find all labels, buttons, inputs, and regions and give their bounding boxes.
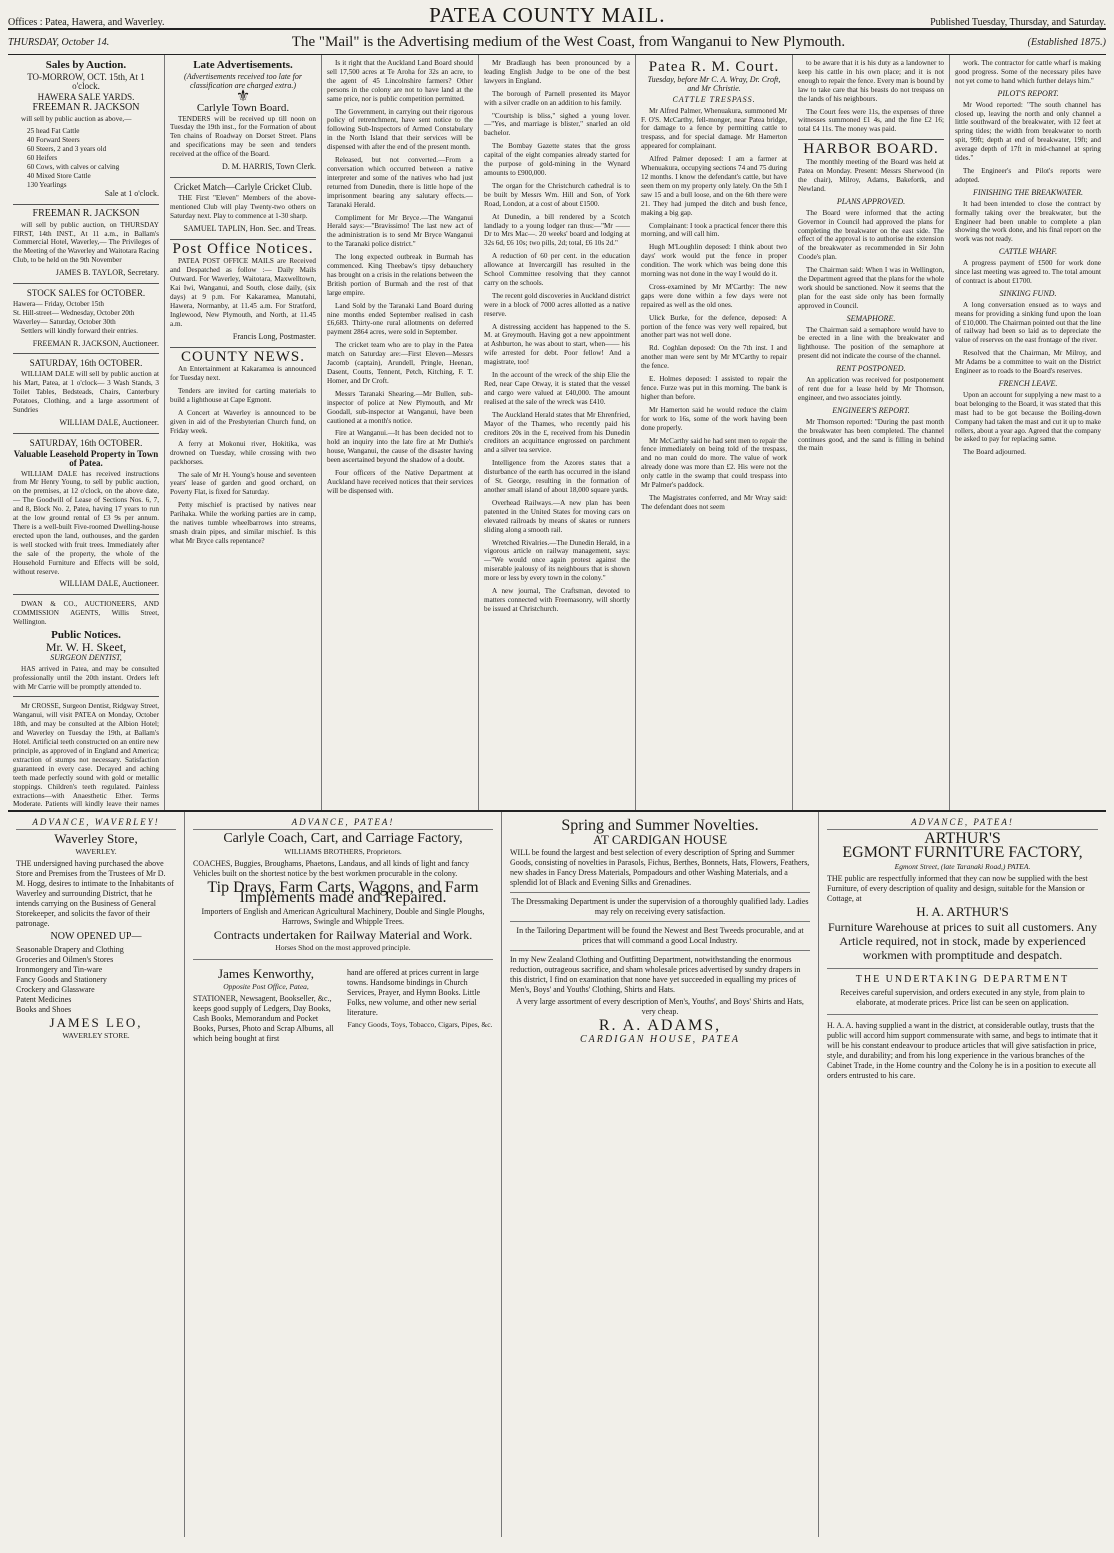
cricket-body: THE First "Eleven" Members of the above-mentioned Club will play Twenty-two others on Saturday next. Play to commence at 1-30 sharp.: [170, 193, 316, 220]
cricket-title: Cricket Match—Carlyle Cricket Club.: [174, 181, 312, 192]
ad-coach-factory: [185, 812, 502, 1537]
ad-body: STATIONER, Newsagent, Bookseller, &c., keeps good supply of Ledgers, Day Books, Cash Books, Memorandum and Pocket Books, Purses, Photo and Scrap Albums, all which being bought at first: [193, 994, 334, 1043]
news-paragraph: The Court fees were 11s, the expenses of three witnesses summoned £1 4s, and the fine £2 16; total £4 11s. The money was paid.: [798, 107, 944, 134]
divider: [13, 353, 159, 354]
ad-header: ADVANCE, WAVERLEY!: [16, 817, 176, 830]
column-3: [322, 55, 479, 810]
divider: [13, 283, 159, 284]
news-paragraph: Hugh M'Loughlin deposed: I think about two days' work would put the fence in proper condition. The work which was being done this morning was not done in the way I would do it.: [641, 243, 787, 279]
news-paragraph: The Bombay Gazette states that the gross capital of the eight companies already started for the purpose of gold-mining in the Wynard amounts to £900,000.: [484, 142, 630, 177]
ad-body: THE public are respectfully informed that they can now be supplied with the best Furniture, of every description of quality and design, suitable for the Mansion or Cottage, at: [827, 874, 1088, 903]
news-paragraph: Compliment for Mr Bryce.—The Wanganui Herald says:—"Bravissimo! The last new act of the administration is to send Mr Bryce Wanganui to the Taranaki police district.": [327, 213, 473, 249]
news-paragraph: It had been intended to close the contract by formally taking over the breakwater, but the Engineer had been unable to complete a plan showing the work done, and his final report on the work was not ready.: [955, 199, 1101, 244]
section-head: SINKING FUND.: [999, 288, 1057, 298]
ad-body: The Dressmaking Department is under the supervision of a thoroughly qualified lady. Ladies may rely on receiving every satisfaction.: [511, 897, 809, 916]
ad-title: Spring and Summer Novelties.: [561, 817, 759, 834]
column-2: [165, 55, 322, 810]
list-item: Books and Shoes: [16, 1005, 72, 1014]
ad-note: Horses Shod on the most approved principle.: [275, 943, 411, 952]
list-item: Waverley— Saturday, October 30th: [13, 317, 116, 326]
divider: [13, 696, 159, 697]
list-item: Fancy Goods and Stationery: [16, 975, 107, 984]
case-title: CATTLE TRESPASS.: [672, 94, 756, 104]
ad-body: Importers of English and American Agricultural Machinery, Double and Single Ploughs, Harrows, Swingle and Whipple Trees.: [201, 907, 485, 926]
court-subtitle: Tuesday, before Mr C. A. Wray, Dr. Croft, and Mr Christie.: [647, 74, 781, 93]
ad-place: WAVERLEY.: [75, 847, 117, 856]
news-paragraph: Mr Thomson reported: "During the past month the breakwater has been completed. The channel continues good, and the sand is filling in behind the main: [798, 417, 944, 453]
list-item: Groceries and Oilmen's Stores: [16, 955, 114, 964]
news-paragraph: Mr Hamerton said he would reduce the claim for work to 16s, some of the work having been done properly.: [641, 405, 787, 432]
ad-address: Egmont Street, (late Taranaki Road,) PATEA.: [894, 862, 1031, 871]
news-paragraph: The organ for the Christchurch cathedral is to be built by Messrs Wm. Hill and Son, of York Road, London, at a cost of about £1500.: [484, 181, 630, 208]
news-paragraph: A reduction of 60 per cent. in the education allowance at Invercargill has resulted in the School Committee resolving that they cannot carry on the schools.: [484, 252, 630, 287]
ad-headline: Tip Drays, Farm Carts, Wagons, and Farm Implements made and Repaired.: [207, 879, 479, 906]
list-item: 60 Steers, 2 and 3 years old: [27, 145, 107, 154]
divider: [13, 204, 159, 205]
news-paragraph: A long conversation ensued as to ways and means for providing a sinking fund upon the loan of £10,000. The Chairman pointed out that the line of railway had been so laid as to depreciate the value of reserves on the east frontage of the river.: [955, 300, 1101, 345]
auctioneer-name: FREEMAN R. JACKSON: [32, 207, 140, 219]
news-paragraph: Four officers of the Native Department at Auckland have received notices that their services will be dispensed with.: [327, 469, 473, 495]
skeet-title: SURGEON DENTIST,: [50, 652, 122, 662]
kenworthy-ad: [193, 966, 493, 1046]
news-paragraph: The Board were informed that the acting Governor in Council had approved the plans for completing the breakwater on the east side. The effect of the approval is to authorise the extension of the breakwater as recommended in Sir John Coode's plan.: [798, 208, 944, 262]
news-paragraph: The Board adjourned.: [963, 448, 1026, 457]
news-paragraph: Is it right that the Auckland Land Board should sell 17,500 acres at Te Aroha for 32s an acre, to the agent of 45 Lincolnshire farmers? Other persons in the colony are not to have land at the same price, nor is public competition permitted.: [327, 59, 473, 103]
ad-title: Waverley Store,: [54, 831, 138, 846]
news-paragraph: Ulick Burke, for the defence, deposed: A portion of the fence was very well repaired, but another part was not well done.: [641, 313, 787, 340]
sale-time: Sale at 1 o'clock.: [104, 188, 159, 198]
ad-header: ADVANCE, PATEA!: [193, 817, 493, 830]
news-paragraph: Complainant: I took a practical fencer there this morning, and will call him.: [641, 221, 787, 239]
section-head: RENT POSTPONED.: [836, 364, 906, 374]
list-item: Ironmongery and Tin-ware: [16, 965, 103, 974]
board-sig: D. M. HARRIS, Town Clerk.: [222, 162, 316, 172]
news-paragraph: An Entertainment at Kakaramea is announced for Tuesday next.: [170, 365, 316, 383]
established-badge: (Established 1875.): [1027, 36, 1106, 48]
ad-note: Fancy Goods, Toys, Tobacco, Cigars, Pipes, &c.: [347, 1020, 493, 1029]
auctioneer-sig: FREEMAN R. JACKSON, Auctioneer.: [32, 338, 159, 348]
news-paragraph: Alfred Palmer deposed: I am a farmer at Whenuakura, occupying sections 74 and 75 during 12 months. I know the defendant's cattle, but have seen them on my property only lately. On the 5th I saw 15 and a bull loose, and on the 6th there were 21. They had jumped the ditch and bush fence, making a big gap.: [641, 155, 787, 217]
ad-cardigan-house: [502, 812, 819, 1537]
news-paragraph: Tenders are invited for carting materials to build a lighthouse at Cape Egmont.: [170, 387, 316, 405]
news-paragraph: Land Sold by the Taranaki Land Board during nine months ended September realised in cash £6,683. Thirty-one rural allotments on deferred payment 2864 acres, were sold in September.: [327, 301, 473, 337]
news-paragraph: The recent gold discoveries in Auckland district were in a block of 7000 acres allotted as a native reserve.: [484, 291, 630, 318]
sale-yards: HAWERA SALE YARDS.: [37, 91, 135, 102]
ad-signature: JAMES LEO,: [49, 1015, 143, 1030]
news-paragraph: "Courtship is bliss," sighed a young lover.—"Yes, and marriage is blister," snarled an old bachelor.: [484, 111, 630, 138]
ad-signature: R. A. ADAMS,: [598, 1017, 722, 1034]
auctioneer-sig: WILLIAM DALE, Auctioneer.: [59, 417, 159, 427]
news-paragraph: The sale of Mr H. Young's house and seventeen years' lease of garden and good orchard, on Poverty Flat, is fixed for Saturday.: [170, 470, 316, 497]
ad-subhead: Contracts undertaken for Railway Material and Work.: [213, 928, 473, 942]
county-news-title: COUNTY NEWS.: [181, 348, 305, 365]
stock-list: [13, 127, 159, 189]
strapline: [8, 30, 1106, 55]
divider: [170, 177, 316, 178]
ad-body: WILL be found the largest and best selection of every description of Spring and Summer Goods, consisting of novelties in Parasols, Fichus, Berthes, Bonnets, Hats, Flowers, Feathers, new shades in Fancy Dress Materials, Pompadours and other Washing Materials, and a splendid lot of Black and Evening Silks and Grenadines.: [510, 848, 810, 887]
news-paragraph: Messrs Taranaki Shearing.—Mr Bullen, sub-inspector of police at New Plymouth, and Mr Goodall, sub-inspector at Wanganui, have been cautioned at a month's notice.: [327, 389, 473, 425]
section-head: CATTLE WHARF.: [998, 247, 1058, 257]
ad-subhead: NOW OPENED UP—: [50, 931, 142, 942]
news-paragraph: The cricket team who are to play in the Patea match on Saturday are:—First Eleven—Messrs Jacomb (captain), Arundell, Pringle, Heenan, Dasent, Coutts, Tennent, Petch, Kitching, F. T. Homer, and Dr Croft.: [327, 341, 473, 385]
court-title: Patea R. M. Court.: [648, 59, 780, 75]
news-paragraph: Mr Wood reported: "The south channel has closed up, leaving the north and only channel a little southward of the breakwater, with 12 feet at spring tides; the width from breakwater to north spit, 99ft; depth at end of breakwater, 19ft; and average depth of 17ft in mid-channel at spring tides.": [955, 100, 1101, 163]
newspaper-page: [8, 3, 1106, 1541]
ad-body: THE undersigned having purchased the above Store and Premises from the Trustees of Mr D. M. Hogg, desires to intimate to the Inhabitants of Waverley and surrounding District, that he intends carrying on the Business of General Storekeeper, and solicits the favor of their patronage.: [16, 859, 174, 928]
section-head: ENGINEER'S REPORT.: [832, 405, 910, 415]
ad-furniture-factory: [819, 812, 1106, 1537]
list-item: 60 Heifers: [27, 154, 58, 163]
news-columns: [8, 55, 1106, 812]
divider: [798, 139, 944, 140]
ad-body: H. A. A. having supplied a want in the district, at considerable outlay, trusts that the public will accord him support commensurate with same, and begs to intimate that it will be his constant endeavour to produce articles that will give satisfaction in price, style, and durability; and from his long experience in the various branches of the Cabinet Trade, in the Home country and the Colony he is in a position to execute all orders entrusted to his care.: [827, 1021, 1098, 1080]
section-head: FINISHING THE BREAKWATER.: [972, 187, 1084, 197]
news-paragraph: Mr Alfred Palmer, Whenuakura, summoned Mr F. O'S. McCarthy, fell-monger, near Patea bridge, for damage to a fence by permitting cattle to trespass, and for special damage. Mr Hamerton appeared for complainant.: [641, 106, 787, 151]
sales-header: Sales by Auction.: [45, 59, 127, 71]
divider: [13, 594, 159, 595]
board-body: TENDERS will be received up till noon on Tuesday the 19th inst., for the Formation of about Ten chains of Roadway on Dorset Street. Plans and specifications may be seen and tenders received at the office of the Board.: [170, 114, 316, 159]
stock-sales-title: STOCK SALES for OCTOBER.: [26, 288, 146, 299]
public-notices-header: Public Notices.: [51, 629, 121, 642]
ad-body: COACHES, Buggies, Broughams, Phaetons, Landaus, and all kinds of light and fancy Vehicles built on the shortest notice by the best workmen procurable in the colony.: [193, 859, 469, 878]
column-4: [479, 55, 636, 810]
news-paragraph: A new journal, The Craftsman, devoted to matters connected with Freemasonry, will shortly be issued at Christchurch.: [484, 587, 630, 613]
sale-date: SATURDAY, 16th OCTOBER.: [29, 437, 143, 448]
ad-body: In my New Zealand Clothing and Outfitting Department, notwithstanding the enormous reduction, outrageous sacrifice, and sham wholesale prices advertised by sundry drapers in this district, I find on examination that none have yet succeeded in equalling my prices of Men's, Boys' and Youths' Clothing, Shirts and Hats.: [510, 955, 801, 994]
ad-name: H. A. ARTHUR'S: [916, 904, 1009, 919]
list-item: Seasonable Drapery and Clothing: [16, 945, 124, 954]
ad-subhead: THE UNDERTAKING DEPARTMENT: [855, 974, 1070, 985]
list-item: 60 Cows, with calves or calving: [27, 163, 120, 172]
list-item: Crockery and Glassware: [16, 985, 95, 994]
auctioneer-sig: WILLIAM DALE, Auctioneer.: [59, 579, 159, 589]
ad-signature-sub: CARDIGAN HOUSE, PATEA: [579, 1034, 741, 1045]
ad-signature-sub: WAVERLEY STORE.: [62, 1031, 130, 1040]
news-paragraph: E. Holmes deposed: I assisted to repair the fence. Furze was put in this morning. The bank is higher than before.: [641, 375, 787, 401]
news-paragraph: The Engineer's and Pilot's reports were adopted.: [955, 166, 1101, 184]
column-6: [793, 55, 950, 810]
late-ads-header: Late Advertisements.: [193, 59, 293, 71]
sale-date: SATURDAY, 16th OCTOBER.: [29, 358, 143, 369]
news-paragraph: Intelligence from the Azores states that a disturbance of the earth has occurred in the island of St. George, resulting in the formation of another small island of about 18,000 square yards.: [484, 459, 630, 494]
column-1: [8, 55, 165, 810]
post-office-title: Post Office Notices.: [172, 240, 314, 257]
news-paragraph: In the account of the wreck of the ship Elie the Red, near Cape Otway, it is stated that the vessel and cargo were valued at £40,000. The amount realised at the sale of the wreck was £410.: [484, 371, 630, 406]
list-item: St. Hill-street— Wednesday, October 20th: [13, 308, 135, 317]
paper-title: PATEA COUNTY MAIL.: [429, 3, 666, 27]
postmaster-sig: Francis Long, Postmaster.: [232, 331, 316, 341]
dale-sale: WILLIAM DALE will sell by public auction at his Mart, Patea, at 1 o'clock— 3 Wash Stands, 3 Toilet Tables, Bedsteads, Chairs, Canterbury Potatoes, Clothing, and a large assortment of Sundries: [13, 370, 159, 414]
post-office-body: PATEA POST OFFICE MAILS are Received and Despatched as follow :— Daily Mails Outward. For Waverley, Waitotara, Maxwelltown, Kai Iwi, Wanganui, and South, close daily, (six days) at 9 p.m. For Kakaramea, Manutahi, Hawera, Normanby, at 11.45 a.m. For Stratford, Inglewood, New Plymouth, and North, at 11.45 a.m.: [170, 257, 316, 328]
ad-headline: Furniture Warehouse at prices to suit all customers. Any Article required, not in stock, made by experienced workmen with promptitude and despatch.: [827, 920, 1098, 962]
news-paragraph: The long expected outbreak in Burmah has commenced. King Theebaw's tipsy debauchery has brought on a crisis in the relations between the British portion of Burmah and the rest of that large empire.: [327, 253, 473, 297]
news-paragraph: A ferry at Mokonui river, Hokitika, was drowned on Tuesday, while crossing with two packhorses.: [170, 439, 316, 466]
list-item: 130 Yearlings: [27, 180, 67, 189]
column-5: [636, 55, 793, 810]
ad-place: Opposite Post Office, Patea,: [223, 982, 309, 991]
news-paragraph: The Chairman said: When I was in Wellington, the Department agreed that the plans for the whole work should be sanctioned. Now it seems that the plan for the east side only has been formally approved in Council.: [798, 266, 944, 310]
ad-title: James Kenworthy,: [218, 966, 314, 981]
ad-waverley-store: [8, 812, 185, 1537]
dale-lease: WILLIAM DALE has received instructions from Mr Henry Young, to sell by public auction, on the premises, at 12 o'clock, on the above date,— The Goodwill of Lease of Sections Nos. 6, 7, and 8, Block No. 2, Patea, having 17 years to run at the low ground rental of £3 9s per annum. There is a well-built Five-roomed Dwelling-house erected upon the land, outhouses, and the garden is well stocked with fruit trees. Immediately after the sale of the property, the whole of the Household Furniture and Effects will be sold, without reserve.: [13, 469, 159, 576]
news-paragraph: A progress payment of £500 for work done since last meeting was agreed to. The total amount of contract is about £1700.: [955, 259, 1101, 285]
meeting-notice: will sell by public auction, on THURSDAY FIRST, 14th INST., At 11 a.m., in Ballam's Commercial Hotel, Waverley,— The Privileges of the Meeting of the Waverley and Waitotara Racing Club, to be held on the 9th November: [13, 220, 159, 265]
board-title: Carlyle Town Board.: [196, 101, 290, 114]
news-paragraph: The Chairman said a semaphore would have to be erected in a line with the breakwater and lighthouse. The position of the semaphore at present did not indicate the course of the channel.: [798, 325, 944, 361]
sale-date: TO-MORROW, OCT. 15th, At 1 o'clock.: [27, 71, 145, 91]
news-paragraph: Resolved that the Chairman, Mr Milroy, and Mr Adams be a committee to wait on the District Engineer as to roads to the Board's reserves.: [955, 349, 1101, 376]
store-items: [16, 945, 176, 1015]
advertisements-row: [8, 812, 1106, 1537]
news-paragraph: Mr McCarthy said he had sent men to repair the fence immediately on being told of the trespass, and no man could do more. The value of work already done was more than £2. His were not the only cattle in the swamp that could trespass into Mr Palmer's paddock.: [641, 436, 787, 490]
news-paragraph: The borough of Parnell presented its Mayor with a silver cradle on an addition to his family.: [484, 89, 630, 107]
section-head: PILOT'S REPORT.: [997, 88, 1059, 98]
news-paragraph: Fire at Wanganui.—It has been decided not to hold an inquiry into the late fire at Mr Duthie's house, Wanganui, the cause of the disaster having been ascertained beyond the shadow of a doubt.: [327, 429, 473, 465]
section-head: FRENCH LEAVE.: [998, 379, 1058, 388]
news-paragraph: to be aware that it is his duty as a landowner to keep his cattle in his own place; and it is not enough to repair the fence. Every man is bound by law to take care that his beasts do not trespass on the lands of his neighbours.: [798, 59, 944, 103]
news-paragraph: Cross-examined by Mr M'Carthy: The new gaps were done within a few days were not repaired as well as the old ones.: [641, 282, 787, 309]
dwan-ad: DWAN & CO., AUCTIONEERS, AND COMMISSION AGENTS, Willis Street, Wellington.: [13, 600, 159, 627]
divider: [170, 347, 316, 348]
secretary-sig: JAMES B. TAYLOR, Secretary.: [55, 268, 159, 278]
news-paragraph: Upon an account for supplying a new mast to a boat belonging to the Board, it was stated that this mast had to be got because the Boiling-down Company had taken the mast and cut it up to make rollers, about a year ago. Agreed that the company be asked to pay for replacing same.: [955, 390, 1101, 444]
divider: [170, 239, 316, 240]
offices-line: Offices : Patea, Hawera, and Waverley.: [8, 17, 165, 28]
column-7: [950, 55, 1106, 810]
news-paragraph: The Magistrates conferred, and Mr Wray said: The defendant does not seem: [641, 493, 787, 511]
settlers-note: Settlers will kindly forward their entries.: [21, 326, 138, 335]
news-paragraph: Rd. Coghlan deposed: On the 7th inst. I and another man were sent by Mr M'Carthy to repair the fence.: [641, 344, 787, 371]
news-paragraph: The Government, in carrying out their rigorous policy of retrenchment, have sent notice to the following Sub-Inspectors of Armed Constabulary in the North Island that their services will be dispensed with after the end of the present month.: [327, 107, 473, 152]
skeet-body: HAS arrived in Patea, and may be consulted professionally until the 20th instant. Orders left with Mr Carrie will be promptly attended to.: [13, 664, 159, 691]
auctioneer-name: FREEMAN R. JACKSON: [32, 101, 140, 113]
news-paragraph: Petty mischief is practised by natives near Parihaka. While the working parties are in camp, the natives tumble wheelbarrows into streams, smash drain pipes, and similar mischief. Is this what Mr Bryce calls repentance?: [170, 501, 316, 545]
list-item: 25 head Fat Cattle: [27, 127, 80, 136]
list-item: 40 Forward Steers: [27, 136, 80, 145]
cricket-sig: SAMUEL TAPLIN, Hon. Sec. and Treas.: [183, 223, 316, 233]
leasehold-title: Valuable Leasehold Property in Town of Patea.: [13, 448, 159, 468]
ad-house: AT CARDIGAN HOUSE: [592, 832, 728, 847]
masthead: [8, 3, 1106, 30]
ad-body: In the Tailoring Department will be found the Newest and Best Tweeds procurable, and at prices that will command a good Local Industry.: [516, 926, 804, 945]
skeet-name: Mr. W. H. Skeet,: [45, 639, 127, 654]
news-paragraph: work. The contractor for cattle wharf is making good progress. Some of the necessary piles have not yet come to hand which further delays him.": [955, 59, 1101, 85]
section-head: PLANS APPROVED.: [836, 196, 906, 206]
divider: [13, 433, 159, 434]
ad-body: hand are offered at prices current in large towns. Handsome bindings in Church Services, Prayer, and Hymn Books. Little Folks, new volume, and other new serial literature.: [347, 968, 480, 1017]
crosse-notice: Mr CROSSE, Surgeon Dentist, Ridgway Street, Wanganui, will visit PATEA on Monday, October 18th, and may be consulted at the Albion Hotel; and Waverley on Tuesday the 19th, at Ballam's Hotel. Artificial teeth constructed on an entire new principle, as approved of in England and America; extraction of stumps not necessary. Satisfaction guaranteed in every case. Decayed and aching teeth made perfectly sound with gold or metallic stoppings. Children's teeth regulated. Painless extractions—with Anaesthetic Ether. Terms Moderate. Patients will kindly leave their names: [13, 702, 159, 809]
ad-owners: WILLIAMS BROTHERS, Proprietors.: [284, 847, 402, 856]
crest-icon: ⚜: [235, 87, 251, 105]
list-item: Hawera— Friday, October 15th: [13, 299, 104, 308]
news-paragraph: The monthly meeting of the Board was held at Patea on Monday. Present: Messrs Sherwood (in the chair), Milroy, Adams, Bakefortk, and Newland.: [798, 158, 944, 193]
news-paragraph: A Concert at Waverley is announced to be given in aid of the Presbyterian Church fund, on Friday week.: [170, 409, 316, 435]
ad-owner: ARTHUR'S: [924, 830, 1001, 847]
ad-title: EGMONT FURNITURE FACTORY,: [842, 844, 1083, 861]
published-days: Published Tuesday, Thursday, and Saturday.: [930, 17, 1106, 28]
news-paragraph: Overhead Railways.—A new plan has been patented in the United States for moving cars on elevated railroads by means of skates or runners sliding along a smooth rail.: [484, 498, 630, 534]
news-paragraph: At Dunedin, a bill rendered by a Scotch landlady to a young lodger ran thus:—"Mr —— Dr to Mrs Mac—. 20 weeks' board and lodging at 32s 6d, £6 10s; two pills, 2d; total, £6 10s 2d.": [484, 212, 630, 248]
list-item: Patent Medicines: [16, 995, 72, 1004]
news-paragraph: Released, but not converted.—From a conversation which occurred between a native interpreter and some of the natives who had just returned from Dunedin, there is little hope of the imprisonment bearing any salutary effects.—Taranaki Herald.: [327, 156, 473, 209]
news-paragraph: The Auckland Herald states that Mr Ehrenfried, Mayor of the Thames, who recently paid his creditors 20s in the £, received from his Dunedin creditors an acquittance engrossed on parchment and a silver tea service.: [484, 410, 630, 455]
news-paragraph: An application was received for postponement of rent due for a lease held by Mr Thomson, engineer, and two associates jointly.: [798, 376, 944, 402]
ad-body: A very large assortment of every description of Men's, Youths', and Boys' Shirts and Hats, very cheap.: [516, 997, 804, 1016]
harbor-board-title: HARBOR BOARD.: [803, 141, 939, 158]
sale-intro: will sell by public auction as above,—: [21, 114, 132, 123]
issue-date: THURSDAY, October 14.: [8, 36, 110, 48]
news-paragraph: Wretched Rivalries.—The Dunedin Herald, in a vigorous article on railway management, says:—"We would once again protest against the miserable jealousy of its neighbours that is shown more or less by every town in the colony.": [484, 538, 630, 583]
ad-body: Receives careful supervision, and orders executed in any style, from plain to elaborate, at moderate prices. Price list can be seen on application.: [840, 988, 1085, 1007]
ad-title: Carlyle Coach, Cart, and Carriage Factory,: [223, 831, 463, 846]
news-paragraph: Mr Bradlaugh has been pronounced by a leading English Judge to be one of the best lawyers in England.: [484, 59, 630, 85]
section-head: SEMAPHORE.: [846, 313, 896, 323]
ad-header: ADVANCE, PATEA!: [827, 817, 1098, 830]
list-item: 40 Mixed Store Cattle: [27, 171, 91, 180]
tagline: The "Mail" is the Advertising medium of the West Coast, from Wanganui to New Plymouth.: [291, 33, 846, 50]
news-paragraph: A distressing accident has happened to the S. M. at Greymouth. Having got a new appointment at Ashburton, he was about to start, when—— his wife arrested for debt. Poor fellow! And a magistrate, too!: [484, 322, 630, 367]
late-ads-note: (Advertisements received too late for classification are charged extra.): [184, 71, 302, 90]
